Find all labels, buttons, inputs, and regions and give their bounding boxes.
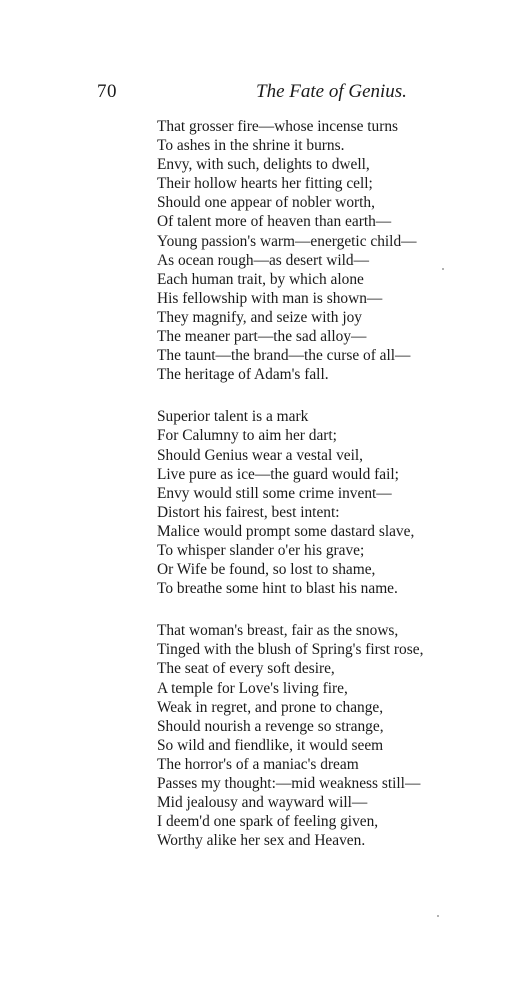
poem-line: The meaner part—the sad alloy—	[157, 328, 367, 346]
poem-line: Mid jealousy and wayward will—	[157, 794, 368, 812]
poem-line: Distort his fairest, best intent:	[157, 503, 340, 521]
poem-line: To ashes in the shrine it burns.	[157, 137, 345, 155]
poem-line: I deem'd one spark of feeling given,	[157, 813, 379, 831]
paper-speck	[442, 268, 444, 270]
poem-line: That woman's breast, fair as the snows,	[157, 622, 399, 640]
poem-line: Passes my thought:—mid weakness still—	[157, 775, 421, 792]
poem-line: Tinged with the blush of Spring's first rose,	[157, 641, 424, 659]
poem-line: For Calumny to aim her dart;	[157, 427, 337, 445]
poem-line: Or Wife be found, so lost to shame,	[157, 561, 376, 579]
poem-line: The heritage of Adam's fall.	[157, 366, 329, 384]
poem-line: Envy, with such, delights to dwell,	[157, 156, 370, 174]
stanza-1	[157, 117, 457, 384]
poem-line: Of talent more of heaven than earth—	[157, 213, 392, 231]
poem-line: Each human trait, by which alone	[157, 270, 364, 288]
poem-line: To breathe some hint to blast his name.	[157, 580, 398, 598]
poem-line: Superior talent is a mark	[157, 408, 309, 426]
poem-line: The seat of every soft desire,	[157, 660, 335, 678]
stanza-3	[157, 621, 457, 850]
poem-line: The horror's of a maniac's dream	[157, 755, 359, 773]
poem-line: His fellowship with man is shown—	[157, 289, 383, 307]
running-title: The Fate of Genius.	[256, 81, 407, 102]
poem-line: Should nourish a revenge so strange,	[157, 717, 384, 735]
poem-line: They magnify, and seize with joy	[157, 308, 363, 326]
stanza-2	[157, 407, 457, 598]
poem-line: Worthy alike her sex and Heaven.	[157, 832, 366, 850]
poem-line: So wild and fiendlike, it would seem	[157, 736, 384, 754]
stanza-break	[157, 384, 457, 407]
poem-line: A temple for Love's living fire,	[157, 679, 348, 697]
poem-line: Live pure as ice—the guard would fail;	[157, 465, 399, 483]
poem-line: To whisper slander o'er his grave;	[157, 541, 365, 559]
poem-line: Malice would prompt some dastard slave,	[157, 522, 415, 540]
poem-line: Should one appear of nobler worth,	[157, 194, 375, 212]
page-number: 70	[97, 81, 117, 102]
poem-line: Their hollow hearts her fitting cell;	[157, 175, 373, 193]
poem-line: Envy would still some crime invent—	[157, 484, 392, 502]
poem-line: Should Genius wear a vestal veil,	[157, 446, 364, 464]
poem-line: As ocean rough—as desert wild—	[157, 251, 369, 269]
paper-speck	[437, 915, 439, 917]
poem-body	[157, 117, 457, 850]
poem-line: That grosser fire—whose incense turns	[157, 118, 399, 135]
poem-line: The taunt—the brand—the curse of all—	[157, 347, 411, 365]
stanza-break	[157, 598, 457, 621]
poem-line: Weak in regret, and prone to change,	[157, 698, 384, 716]
poem-line: Young passion's warm—energetic child—	[157, 232, 417, 250]
